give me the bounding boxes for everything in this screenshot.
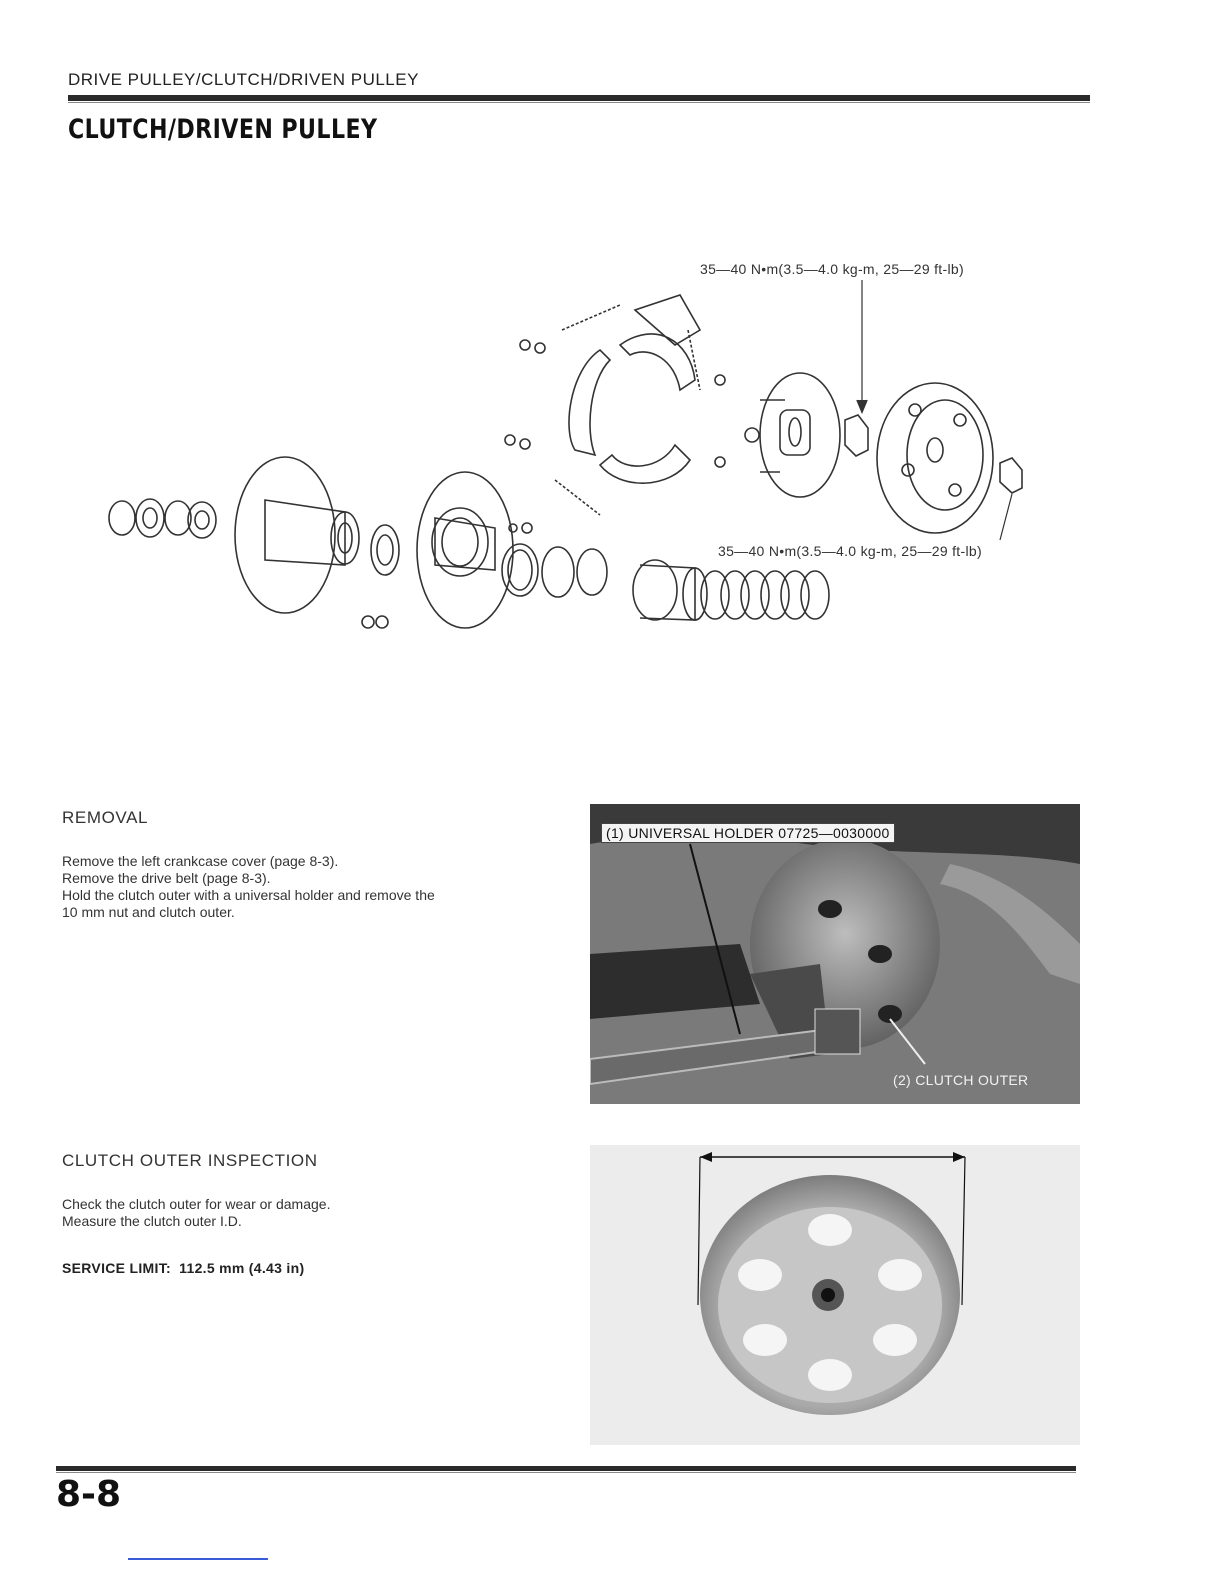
section-title: CLUTCH/DRIVEN PULLEY <box>68 114 378 145</box>
removal-photo <box>590 804 1080 1104</box>
bearing-part <box>136 499 164 537</box>
o-ring-mid <box>542 547 574 597</box>
drive-plate <box>760 373 840 497</box>
service-limit-value: 112.5 mm (4.43 in) <box>179 1260 305 1276</box>
exploded-view-diagram <box>100 250 1080 670</box>
inspection-photo-illustration <box>590 1145 1080 1445</box>
scan-link-mark <box>128 1558 268 1560</box>
page-number: 8-8 <box>56 1474 122 1515</box>
guide-pin <box>362 616 374 628</box>
clutch-shoe <box>569 350 610 455</box>
drive-plate-nut <box>845 415 868 456</box>
clutch-outer-part <box>877 383 993 533</box>
removal-line: Remove the drive belt (page 8-3). <box>62 870 271 886</box>
outer-nut <box>1000 458 1022 493</box>
running-head: DRIVE PULLEY/CLUTCH/DRIVEN PULLEY <box>68 70 419 89</box>
inspection-heading: CLUTCH OUTER INSPECTION <box>62 1151 318 1170</box>
driven-face-fixed <box>235 457 335 613</box>
oil-seal-part <box>371 525 399 575</box>
inspection-line: Measure the clutch outer I.D. <box>62 1213 242 1229</box>
torque-spec-top: 35—40 N•m(3.5—4.0 kg-m, 25—29 ft-lb) <box>700 261 964 277</box>
header-rule <box>68 95 1090 101</box>
shoe-spring <box>562 305 620 330</box>
removal-line: Hold the clutch outer with a universal holder and remove the <box>62 887 435 903</box>
removal-line: 10 mm nut and clutch outer. <box>62 904 235 920</box>
inspection-photo <box>590 1145 1080 1445</box>
service-limit-label: SERVICE LIMIT: <box>62 1260 171 1276</box>
seal-part <box>165 501 191 535</box>
o-ring-small <box>577 549 607 595</box>
service-limit <box>62 1260 304 1276</box>
inspection-instructions <box>62 1196 582 1230</box>
driven-face-movable <box>417 472 513 628</box>
footer-rule <box>56 1466 1076 1471</box>
removal-instructions <box>62 853 582 921</box>
seal-collar <box>633 560 677 620</box>
torque-spec-bottom: 35—40 N•m(3.5—4.0 kg-m, 25—29 ft-lb) <box>718 543 982 559</box>
removal-photo-illustration <box>590 804 1080 1104</box>
universal-holder-callout: (1) UNIVERSAL HOLDER 07725—0030000 <box>601 823 895 843</box>
driven-spring <box>701 571 829 619</box>
removal-heading: REMOVAL <box>62 808 149 827</box>
clutch-outer-callout: (2) CLUTCH OUTER <box>893 1072 1029 1088</box>
removal-line: Remove the left crankcase cover (page 8-3). <box>62 853 339 869</box>
bearing-part-2 <box>188 502 216 538</box>
inspection-line: Check the clutch outer for wear or damage. <box>62 1196 331 1212</box>
snap-ring-part <box>109 501 135 535</box>
